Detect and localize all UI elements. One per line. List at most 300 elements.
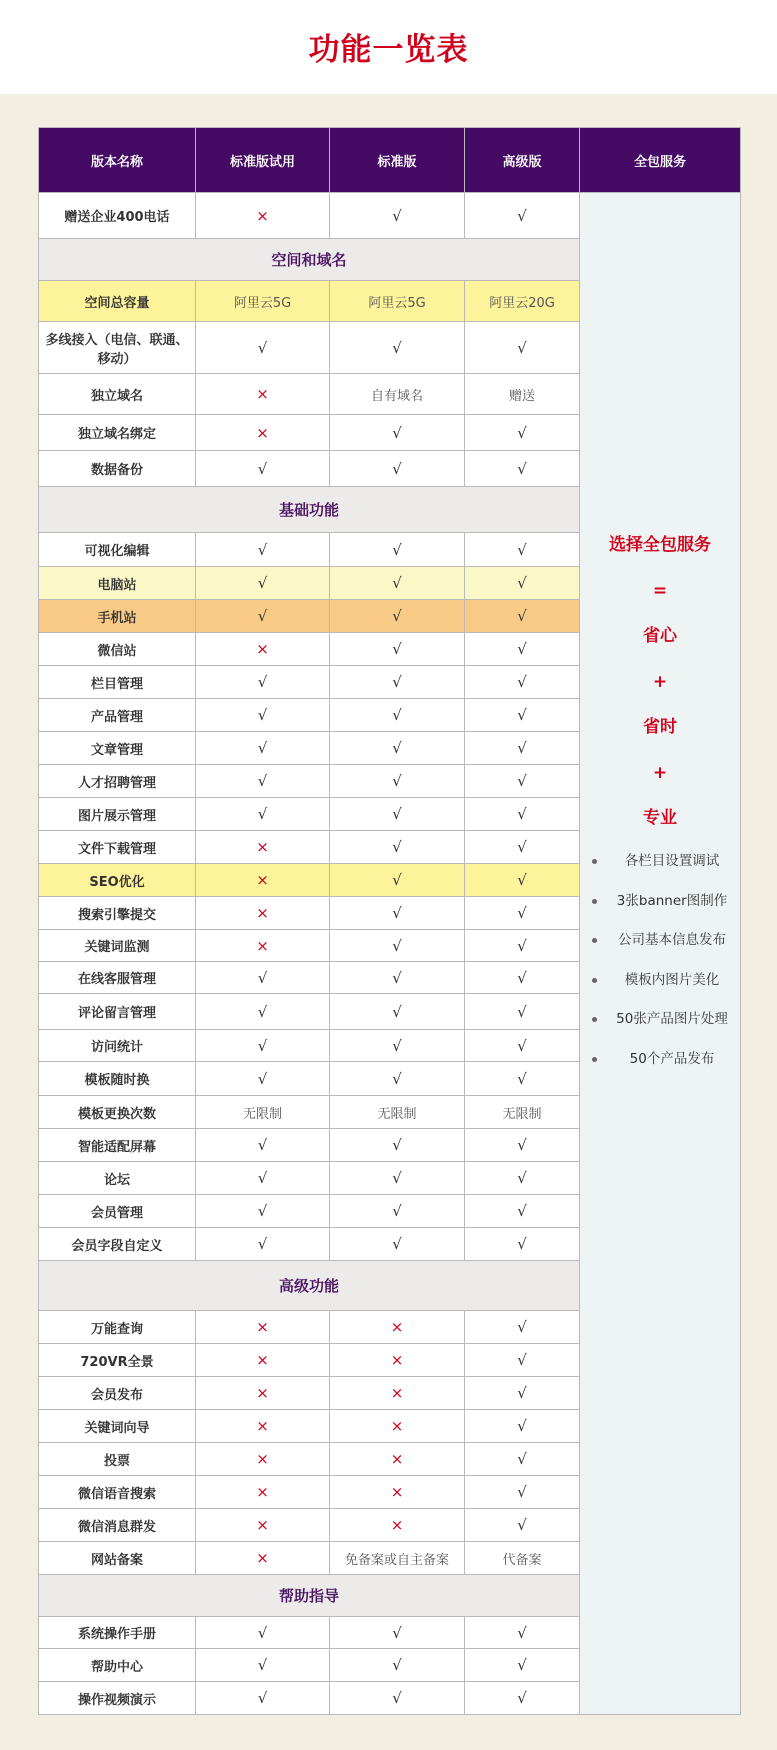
- value-cell: [196, 1162, 330, 1195]
- text-cell: 无限制: [502, 1106, 542, 1122]
- check-mark: √: [517, 968, 527, 987]
- feature-sublabel: （电信、联通、移动）: [97, 332, 189, 367]
- value-cell: [465, 1162, 580, 1195]
- value-cell: [330, 1410, 465, 1443]
- value-cell: [330, 1649, 465, 1682]
- header-full-service: 全包服务: [580, 128, 741, 193]
- header-standard: 标准版: [330, 128, 465, 193]
- feature-label: 栏目管理: [90, 676, 143, 692]
- check-mark: √: [257, 772, 268, 790]
- check-mark: √: [392, 673, 402, 691]
- feature-name: [39, 1682, 196, 1715]
- value-cell: [465, 1311, 580, 1344]
- section-title-basic: 基础功能: [39, 487, 580, 533]
- value-cell: [330, 994, 465, 1030]
- value-cell: [465, 1509, 580, 1542]
- feature-label: 评论留言管理: [77, 1006, 156, 1021]
- feature-name: [39, 1344, 196, 1377]
- value-cell: [330, 831, 465, 864]
- value-cell: [465, 533, 580, 567]
- check-mark: √: [517, 423, 527, 442]
- feature-table: [38, 127, 741, 1715]
- feature-name: [39, 1062, 196, 1096]
- feature-name: [39, 1509, 196, 1542]
- value-cell: [465, 633, 580, 666]
- check-mark: √: [517, 1069, 527, 1088]
- check-mark: √: [257, 574, 268, 592]
- check-mark: √: [392, 459, 402, 478]
- value-cell: [330, 1062, 465, 1096]
- feature-name: [39, 374, 196, 415]
- check-mark: √: [257, 1036, 268, 1055]
- section-title-space: 空间和域名: [39, 239, 580, 281]
- check-mark: √: [257, 805, 268, 823]
- feature-label: 文件下载管理: [77, 841, 156, 857]
- cross-mark: ×: [256, 640, 269, 658]
- value-cell: [196, 699, 330, 732]
- feature-name: [39, 864, 196, 897]
- feature-label: 模板更换次数: [77, 1106, 156, 1122]
- feature-label: 微信消息群发: [77, 1519, 156, 1535]
- service-list: [580, 822, 740, 1085]
- value-cell: [196, 1096, 330, 1129]
- value-cell: [196, 864, 330, 897]
- feature-label: 在线客服管理: [77, 972, 156, 987]
- cross-mark: ×: [256, 1450, 269, 1468]
- promo-line: 省时: [643, 717, 677, 737]
- value-cell: [330, 897, 465, 930]
- value-cell: [465, 1228, 580, 1261]
- value-cell: [330, 1377, 465, 1410]
- cross-mark: ×: [256, 936, 269, 955]
- check-mark: √: [392, 1689, 402, 1707]
- check-mark: √: [392, 1136, 402, 1154]
- cross-mark: ×: [390, 1516, 404, 1534]
- value-cell: [465, 897, 580, 930]
- value-cell: [196, 666, 330, 699]
- cross-mark: ×: [256, 871, 269, 889]
- check-mark: √: [517, 706, 527, 724]
- check-mark: √: [257, 1656, 268, 1674]
- feature-name: [39, 1195, 196, 1228]
- text-cell: 赠送: [508, 388, 535, 404]
- cross-mark: ×: [390, 1483, 404, 1501]
- value-cell: [330, 374, 465, 415]
- feature-name: [39, 281, 196, 322]
- value-cell: [196, 193, 330, 239]
- text-cell: 阿里云20G: [489, 295, 555, 311]
- cross-mark: ×: [390, 1351, 404, 1369]
- feature-label: 手机站: [97, 610, 137, 626]
- check-mark: √: [392, 1202, 402, 1220]
- value-cell: [330, 1542, 465, 1575]
- feature-name: [39, 1377, 196, 1410]
- check-mark: √: [517, 1202, 527, 1220]
- check-mark: √: [392, 871, 402, 889]
- value-cell: [330, 1195, 465, 1228]
- value-cell: [330, 798, 465, 831]
- text-cell: 阿里云5G: [368, 295, 426, 311]
- cross-mark: ×: [390, 1318, 404, 1336]
- page-title: 功能一览表: [308, 32, 469, 68]
- cross-mark: ×: [390, 1417, 404, 1435]
- value-cell: [330, 732, 465, 765]
- check-mark: √: [517, 459, 527, 478]
- feature-name: [39, 666, 196, 699]
- promo-line: +: [652, 671, 668, 692]
- text-cell: 代备案: [502, 1552, 542, 1568]
- check-mark: √: [257, 459, 268, 478]
- value-cell: [465, 1062, 580, 1096]
- cross-mark: ×: [256, 1516, 269, 1534]
- feature-name: [39, 567, 196, 600]
- check-mark: √: [257, 1623, 268, 1642]
- value-cell: [196, 374, 330, 415]
- feature-name: [39, 415, 196, 451]
- value-cell: [196, 930, 330, 962]
- feature-name: [39, 1129, 196, 1162]
- value-cell: [196, 1542, 330, 1575]
- feature-label: 多线接入: [45, 332, 98, 348]
- value-cell: [330, 193, 465, 239]
- value-cell: [196, 1129, 330, 1162]
- value-cell: [330, 765, 465, 798]
- value-cell: [196, 1377, 330, 1410]
- value-cell: [330, 281, 465, 322]
- check-mark: √: [517, 1036, 527, 1055]
- check-mark: √: [392, 338, 402, 357]
- feature-label: 万能查询: [90, 1321, 143, 1337]
- value-cell: [330, 1617, 465, 1649]
- check-mark: √: [517, 1002, 527, 1021]
- value-cell: [465, 994, 580, 1030]
- value-cell: [196, 1228, 330, 1261]
- value-cell: [465, 666, 580, 699]
- cross-mark: ×: [256, 1351, 269, 1369]
- value-cell: [465, 451, 580, 487]
- check-mark: √: [392, 1036, 402, 1055]
- value-cell: [196, 451, 330, 487]
- service-list-item: 50个产品发布: [590, 1046, 740, 1086]
- value-cell: [196, 831, 330, 864]
- value-cell: [196, 600, 330, 633]
- feature-label: 会员字段自定义: [71, 1238, 163, 1254]
- value-cell: [465, 1410, 580, 1443]
- feature-name: [39, 732, 196, 765]
- check-mark: √: [517, 871, 527, 889]
- check-mark: √: [517, 607, 527, 625]
- check-mark: √: [257, 1136, 268, 1154]
- feature-label: 投票: [103, 1453, 130, 1469]
- value-cell: [465, 1682, 580, 1715]
- feature-name: [39, 1311, 196, 1344]
- feature-label: 论坛: [103, 1172, 130, 1188]
- service-list-item: 3张banner图制作: [590, 888, 740, 928]
- check-mark: √: [257, 540, 268, 559]
- value-cell: [465, 1129, 580, 1162]
- feature-label: 空间总容量: [84, 295, 150, 311]
- value-cell: [330, 1509, 465, 1542]
- value-cell: [196, 1682, 330, 1715]
- check-mark: √: [517, 1235, 527, 1253]
- feature-label: 720VR全景: [80, 1354, 154, 1370]
- feature-name: [39, 1617, 196, 1649]
- check-mark: √: [517, 936, 527, 955]
- cross-mark: ×: [256, 206, 269, 225]
- feature-name: [39, 994, 196, 1030]
- check-mark: √: [392, 772, 402, 790]
- feature-name: [39, 322, 196, 374]
- value-cell: [330, 699, 465, 732]
- value-cell: [196, 1311, 330, 1344]
- cross-mark: ×: [256, 838, 269, 856]
- feature-name: [39, 533, 196, 567]
- value-cell: [196, 1476, 330, 1509]
- feature-label: SEO优化: [89, 874, 145, 890]
- check-mark: √: [517, 206, 527, 225]
- value-cell: [465, 374, 580, 415]
- check-mark: √: [257, 1202, 268, 1220]
- check-mark: √: [392, 1656, 402, 1674]
- check-mark: √: [517, 1656, 527, 1674]
- promo-line: 省心: [643, 626, 677, 646]
- check-mark: √: [517, 338, 527, 357]
- text-cell: 阿里云5G: [233, 295, 292, 311]
- check-mark: √: [517, 1417, 527, 1435]
- check-mark: √: [392, 574, 402, 592]
- feature-name: [39, 897, 196, 930]
- check-mark: √: [517, 904, 527, 922]
- value-cell: [196, 1649, 330, 1682]
- feature-name: [39, 1542, 196, 1575]
- text-cell: 无限制: [377, 1106, 417, 1122]
- feature-name: [39, 1030, 196, 1062]
- feature-name: [39, 962, 196, 994]
- feature-label: 微信语音搜索: [77, 1486, 156, 1502]
- value-cell: [196, 533, 330, 567]
- cross-mark: ×: [256, 1384, 269, 1402]
- table-row: [39, 193, 741, 239]
- value-cell: [465, 193, 580, 239]
- check-mark: √: [392, 904, 402, 922]
- value-cell: [465, 699, 580, 732]
- check-mark: √: [392, 423, 402, 442]
- feature-label: 系统操作手册: [77, 1627, 156, 1642]
- feature-label: 文章管理: [90, 742, 143, 758]
- section-title-advanced: 高级功能: [39, 1261, 580, 1311]
- text-cell: 无限制: [242, 1106, 282, 1122]
- cross-mark: ×: [256, 423, 269, 442]
- value-cell: [465, 567, 580, 600]
- value-cell: [330, 1344, 465, 1377]
- text-cell: 免备案或自主备案: [344, 1552, 449, 1568]
- value-cell: [196, 1509, 330, 1542]
- value-cell: [465, 600, 580, 633]
- feature-label: 关键词监测: [84, 940, 150, 955]
- header-row: [39, 128, 741, 193]
- cross-mark: ×: [256, 1549, 269, 1567]
- feature-name: [39, 1476, 196, 1509]
- value-cell: [196, 1062, 330, 1096]
- feature-name: [39, 633, 196, 666]
- cross-mark: ×: [256, 1483, 269, 1501]
- full-service-column: [580, 193, 741, 1715]
- feature-label: 独立域名绑定: [77, 427, 156, 442]
- value-cell: [465, 1542, 580, 1575]
- value-cell: [196, 633, 330, 666]
- feature-name: [39, 798, 196, 831]
- feature-label: 模板随时换: [84, 1073, 150, 1088]
- header-advanced: 高级版: [465, 128, 580, 193]
- value-cell: [330, 600, 465, 633]
- value-cell: [465, 732, 580, 765]
- value-cell: [196, 897, 330, 930]
- check-mark: √: [257, 1169, 268, 1187]
- value-cell: [465, 322, 580, 374]
- value-cell: [465, 1030, 580, 1062]
- value-cell: [330, 864, 465, 897]
- feature-name: [39, 1096, 196, 1129]
- value-cell: [196, 1410, 330, 1443]
- value-cell: [330, 1476, 465, 1509]
- check-mark: √: [517, 1689, 527, 1707]
- check-mark: √: [392, 1002, 402, 1021]
- feature-name: [39, 1649, 196, 1682]
- header-version-name: 版本名称: [39, 128, 196, 193]
- feature-name: [39, 1228, 196, 1261]
- value-cell: [330, 1096, 465, 1129]
- feature-name: [39, 1443, 196, 1476]
- check-mark: √: [517, 1351, 527, 1369]
- feature-name: [39, 600, 196, 633]
- value-cell: [196, 1443, 330, 1476]
- value-cell: [196, 1617, 330, 1649]
- value-cell: [330, 1129, 465, 1162]
- service-list-item: 50张产品图片处理: [590, 1006, 740, 1046]
- feature-name: [39, 831, 196, 864]
- value-cell: [330, 1228, 465, 1261]
- value-cell: [465, 765, 580, 798]
- value-cell: [196, 1030, 330, 1062]
- check-mark: √: [517, 1136, 527, 1154]
- feature-name: [39, 1410, 196, 1443]
- cross-mark: ×: [256, 1417, 269, 1435]
- check-mark: √: [392, 1235, 402, 1253]
- check-mark: √: [257, 1002, 268, 1021]
- check-mark: √: [517, 1623, 527, 1642]
- value-cell: [330, 962, 465, 994]
- service-list-item: 各栏目设置调试: [590, 848, 740, 888]
- value-cell: [465, 1344, 580, 1377]
- feature-label: 会员发布: [90, 1387, 143, 1403]
- check-mark: √: [517, 1318, 527, 1336]
- value-cell: [330, 1443, 465, 1476]
- value-cell: [196, 415, 330, 451]
- feature-name: [39, 1162, 196, 1195]
- feature-label: 关键词向导: [84, 1420, 150, 1436]
- check-mark: √: [517, 540, 527, 559]
- check-mark: √: [517, 574, 527, 592]
- feature-name: [39, 699, 196, 732]
- feature-name: [39, 930, 196, 962]
- check-mark: √: [257, 673, 268, 691]
- check-mark: √: [257, 607, 268, 625]
- cross-mark: ×: [256, 1318, 269, 1336]
- value-cell: [465, 281, 580, 322]
- value-cell: [196, 962, 330, 994]
- promo-line: =: [652, 580, 668, 601]
- feature-label: 网站备案: [90, 1552, 143, 1568]
- check-mark: √: [392, 206, 402, 225]
- feature-label: 图片展示管理: [77, 808, 156, 824]
- feature-label: 会员管理: [90, 1205, 143, 1221]
- promo-line: +: [652, 762, 668, 783]
- feature-label: 搜索引擎提交: [77, 907, 156, 923]
- value-cell: [330, 533, 465, 567]
- check-mark: √: [392, 936, 402, 955]
- promo-block: [580, 523, 740, 842]
- check-mark: √: [257, 1069, 268, 1088]
- value-cell: [196, 1195, 330, 1228]
- promo-line: 选择全包服务: [609, 535, 711, 555]
- check-mark: √: [257, 1235, 268, 1253]
- value-cell: [330, 1311, 465, 1344]
- feature-label: 独立域名: [90, 388, 143, 404]
- feature-label: 帮助中心: [90, 1659, 143, 1675]
- check-mark: √: [392, 640, 402, 658]
- promo-line: 专业: [643, 808, 677, 828]
- check-mark: √: [392, 1169, 402, 1187]
- check-mark: √: [392, 838, 402, 856]
- value-cell: [465, 1617, 580, 1649]
- value-cell: [465, 1476, 580, 1509]
- check-mark: √: [257, 1689, 268, 1707]
- feature-label: 赠送企业400电话: [64, 210, 170, 225]
- feature-label: 产品管理: [90, 709, 143, 725]
- value-cell: [196, 1344, 330, 1377]
- check-mark: √: [257, 706, 268, 724]
- check-mark: √: [392, 805, 402, 823]
- check-mark: √: [517, 1516, 527, 1534]
- cross-mark: ×: [256, 904, 269, 922]
- value-cell: [330, 322, 465, 374]
- value-cell: [465, 1443, 580, 1476]
- check-mark: √: [517, 673, 527, 691]
- value-cell: [196, 994, 330, 1030]
- value-cell: [465, 415, 580, 451]
- check-mark: √: [517, 1169, 527, 1187]
- check-mark: √: [392, 607, 402, 625]
- check-mark: √: [517, 739, 527, 757]
- value-cell: [465, 1649, 580, 1682]
- check-mark: √: [517, 1483, 527, 1501]
- check-mark: √: [392, 1623, 402, 1642]
- feature-label: 访问统计: [90, 1040, 143, 1055]
- feature-label: 可视化编辑: [84, 544, 150, 559]
- value-cell: [465, 1096, 580, 1129]
- header-standard-trial: 标准版试用: [196, 128, 330, 193]
- section-title-help: 帮助指导: [39, 1575, 580, 1617]
- value-cell: [465, 962, 580, 994]
- check-mark: √: [392, 968, 402, 987]
- check-mark: √: [517, 1384, 527, 1402]
- service-list-item: 模板内图片美化: [590, 967, 740, 1007]
- feature-name: [39, 451, 196, 487]
- value-cell: [196, 281, 330, 322]
- check-mark: √: [517, 805, 527, 823]
- feature-name: [39, 193, 196, 239]
- feature-label: 人才招聘管理: [77, 775, 156, 791]
